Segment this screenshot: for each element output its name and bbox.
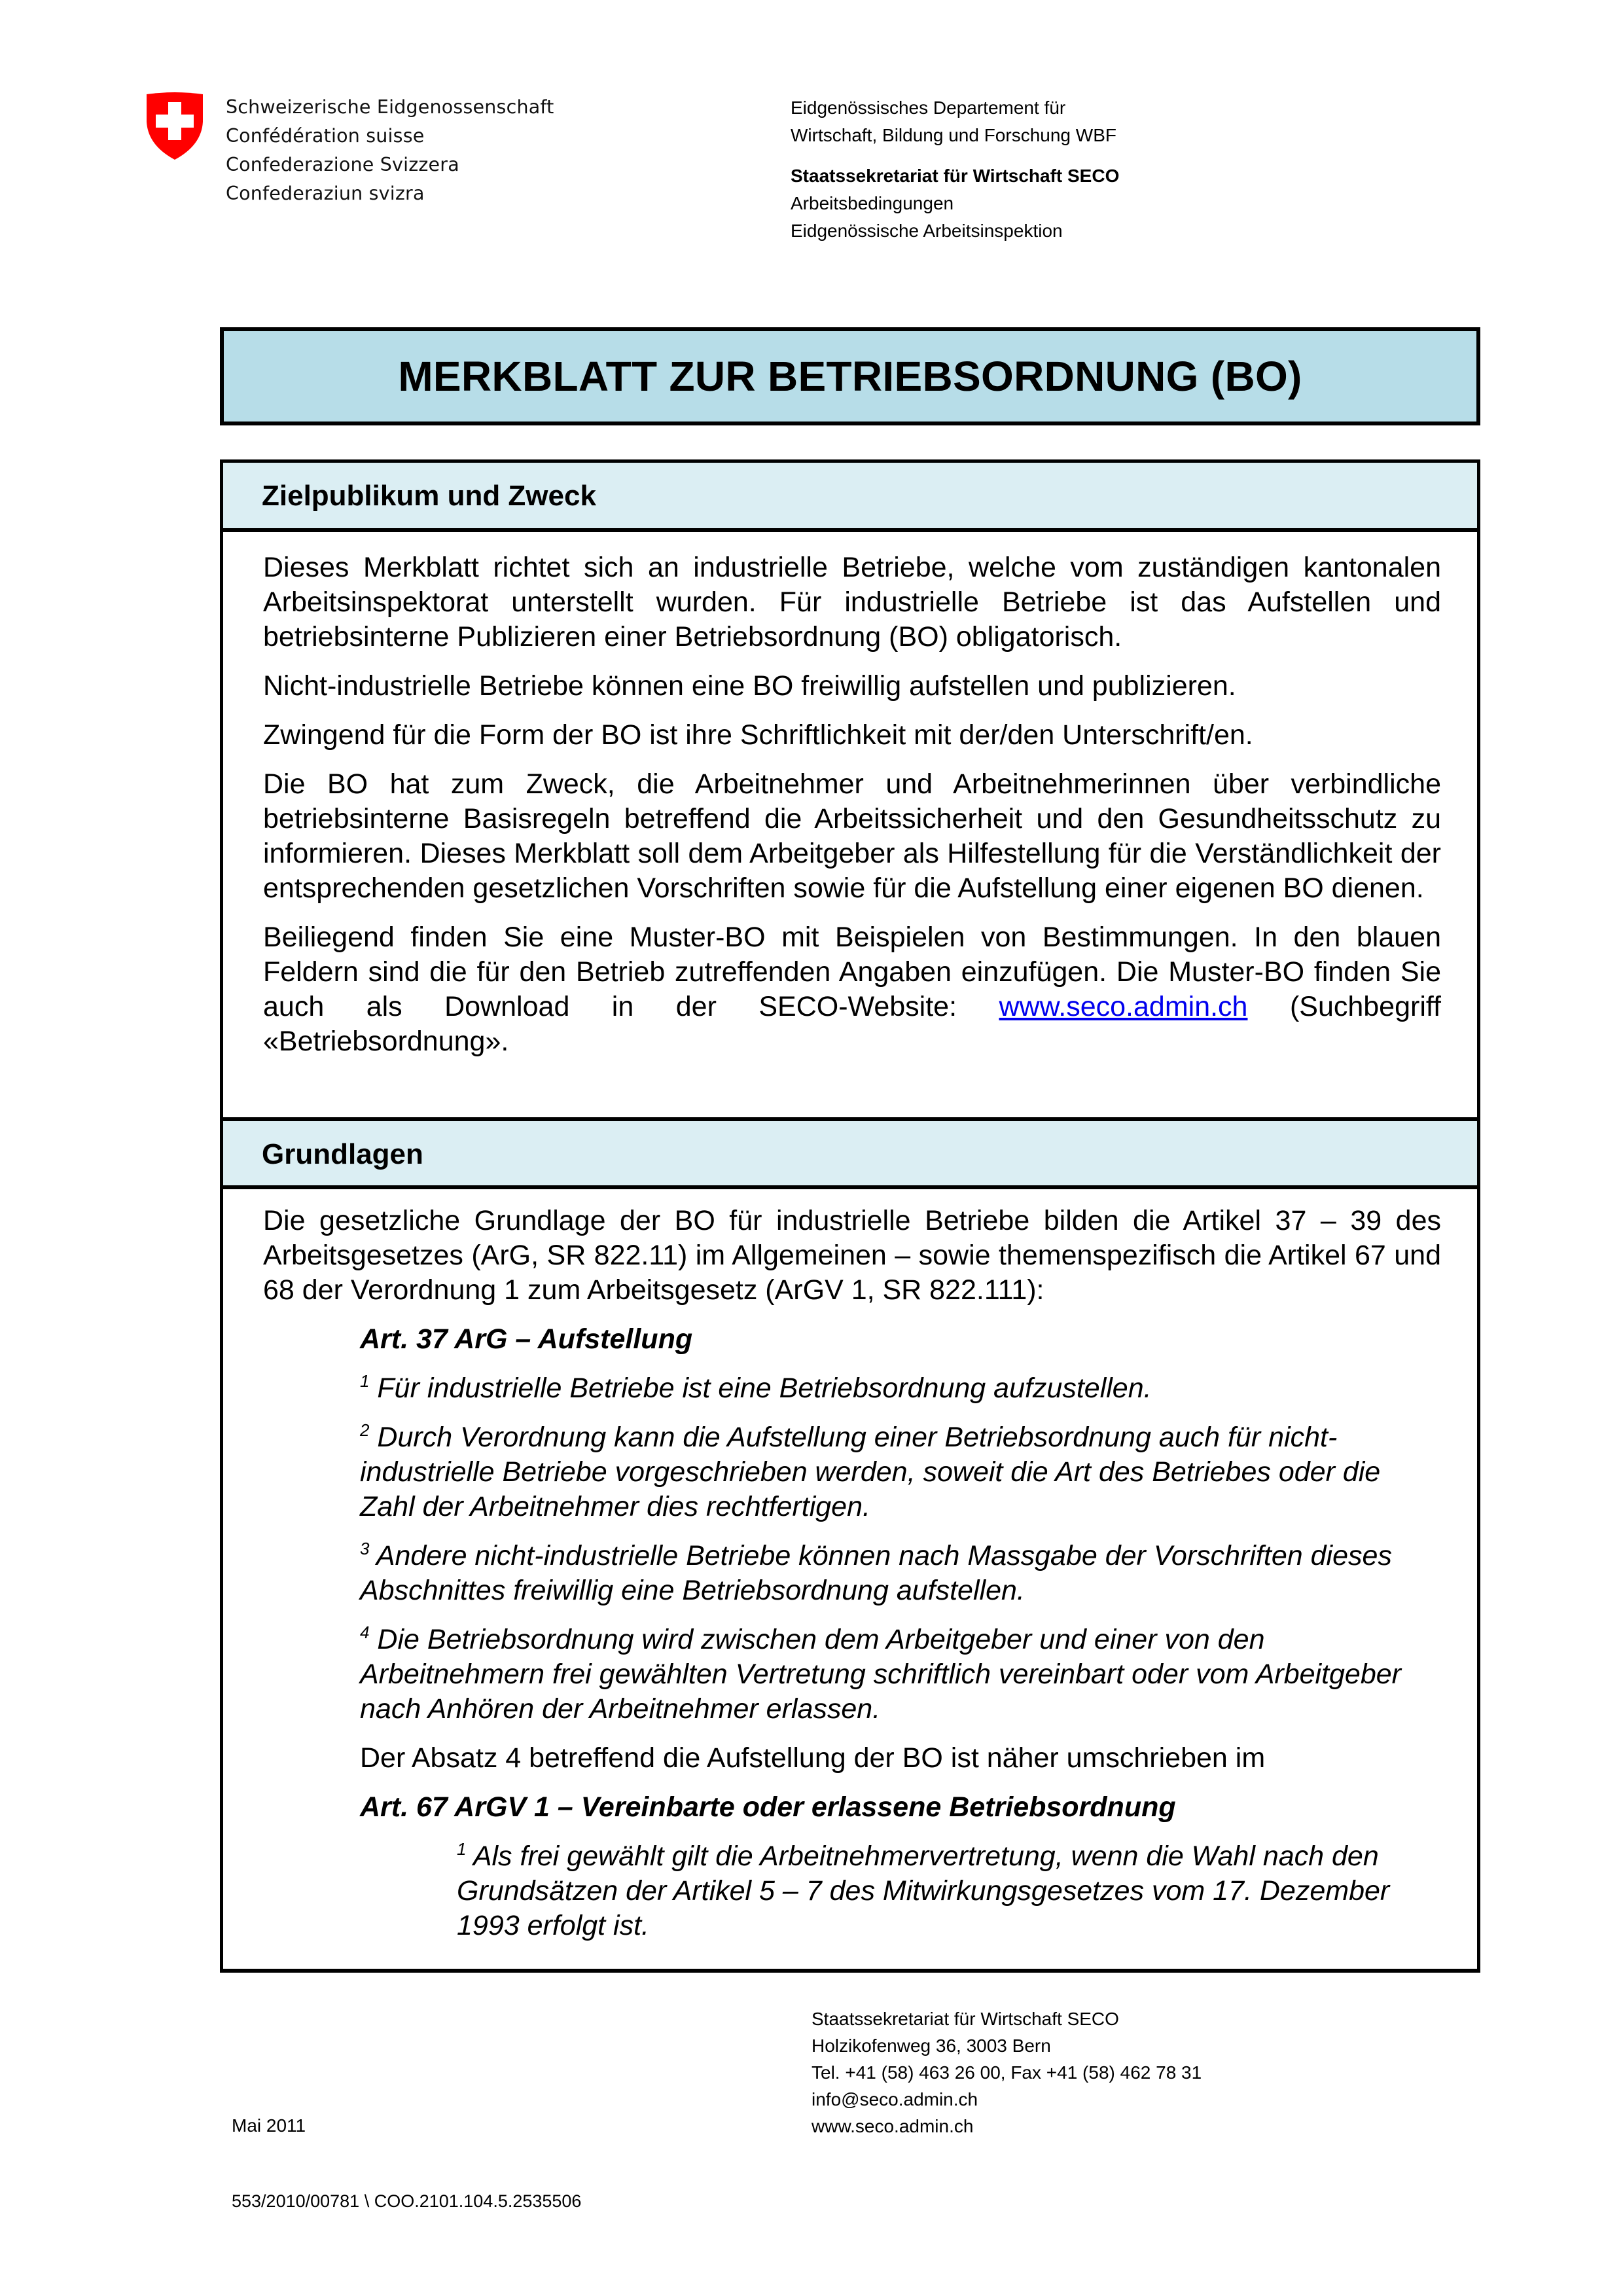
swiss-coat-of-arms-icon [145, 92, 204, 161]
confederation-de: Schweizerische Eidgenossenschaft [226, 96, 554, 118]
footer-website[interactable]: www.seco.admin.ch [812, 2116, 974, 2136]
clause-text: Als frei gewählt gilt die Arbeitnehmervertretung, wenn die Wahl nach den Grundsätzen der Artikel 5 – 7 des Mitwirkungsgesetzes vom 17. Dezember 1993 erfolgt ist. [457, 1840, 1390, 1941]
section-heading: Zielpublikum und Zweck [262, 480, 596, 512]
confederation-names [226, 93, 554, 208]
footer-date: Mai 2011 [232, 2115, 306, 2136]
paragraph-intro: Die gesetzliche Grundlage der BO für industrielle Betriebe bilden die Artikel 37 – 39 des Arbeitsgesetzes (ArG, SR 822.11) im Allgemeinen – sowie themenspezifisch die Artikel 67 und 68 der Verordnung 1 zum Arbeitsgesetz (ArGV 1, SR 822.111): [263, 1205, 1441, 1306]
paragraph-text: (Suchbegriff «Betriebsordnung». [263, 991, 1442, 1057]
content-box [220, 459, 1480, 1973]
department-block [791, 94, 1119, 245]
office-line-2: Eidgenössische Arbeitsinspektion [791, 221, 1063, 241]
article-37-clause-4 [360, 1623, 1441, 1727]
paragraph: Zwingend für die Form der BO ist ihre Schriftlichkeit mit der/den Unterschrift/en. [263, 719, 1253, 751]
seco-website-link[interactable]: www.seco.admin.ch [999, 991, 1248, 1022]
footer-address [812, 2005, 1202, 2140]
article-37-clause-3 [360, 1539, 1441, 1608]
article-67-title: Art. 67 ArGV 1 – Vereinbarte oder erlassene Betriebsordnung [360, 1791, 1176, 1823]
confederation-rm: Confederaziun svizra [226, 183, 425, 204]
clause-number: 2 [360, 1420, 370, 1440]
office-name: Staatssekretariat für Wirtschaft SECO [791, 166, 1120, 186]
footer-street: Holzikofenweg 36, 3003 Bern [812, 2036, 1051, 2056]
footer-phone-fax: Tel. +41 (58) 463 26 00, Fax +41 (58) 462 78 31 [812, 2062, 1202, 2083]
department-line-1: Eidgenössisches Departement für [791, 98, 1066, 118]
paragraph: Dieses Merkblatt richtet sich an industrielle Betriebe, welche vom zuständigen kantonalen Arbeitsinspektorat unterstellt wurden. Für industrielle Betriebe ist das Aufstellen und betriebsinterne Publizieren einer Betriebsordnung (BO) obligatorisch. [263, 552, 1441, 653]
clause-number: 4 [360, 1623, 370, 1642]
clause-text: Durch Verordnung kann die Aufstellung einer Betriebsordnung auch für nicht-industrielle Betriebe vorgeschrieben werden, soweit die Art des Betriebes oder die Zahl der Arbeitnehmer dies rechtfertigen. [360, 1422, 1381, 1522]
clause-number: 1 [457, 1839, 467, 1859]
paragraph-download [263, 920, 1441, 1059]
footer-office: Staatssekretariat für Wirtschaft SECO [812, 2009, 1119, 2029]
clause-number: 3 [360, 1539, 370, 1558]
confederation-fr: Confédération suisse [226, 125, 425, 147]
paragraph: Die BO hat zum Zweck, die Arbeitnehmer und Arbeitnehmerinnen über verbindliche betriebsinterne Basisregeln betreffend die Arbeitssicherheit und den Gesundheitsschutz zu informieren. Dieses Merkblatt soll dem Arbeitgeber als Hilfestellung für die Verständlichkeit der entsprechenden gesetzlichen Vorschriften sowie für die Aufstellung einer eigenen BO dienen. [263, 768, 1441, 904]
clause-text: Andere nicht-industrielle Betriebe können nach Massgabe der Vorschriften dieses Abschnittes freiwillig eine Betriebsordnung aufstellen. [360, 1540, 1392, 1606]
article-37-clause-2 [360, 1420, 1441, 1524]
paragraph: Nicht-industrielle Betriebe können eine BO freiwillig aufstellen und publizieren. [263, 670, 1236, 702]
section-body-zielpublikum [263, 550, 1441, 1073]
document-title: MERKBLATT ZUR BETRIEBSORDNUNG (BO) [398, 353, 1302, 400]
clause-text: Für industrielle Betriebe ist eine Betriebsordnung aufzustellen. [369, 1372, 1152, 1404]
section-header-grundlagen [223, 1117, 1477, 1189]
bridge-text: Der Absatz 4 betreffend die Aufstellung der BO ist näher umschrieben im [360, 1742, 1266, 1774]
paragraph-text: Beiliegend finden Sie eine Muster-BO mit Beispielen von Bestimmungen. In den blauen Feldern sind die für den Betrieb zutreffenden Angaben einzufügen. Die Muster-BO finden Sie auch als Download in der SECO-Website: [263, 922, 1441, 1022]
document-title-box [220, 327, 1480, 425]
office-line-1: Arbeitsbedingungen [791, 193, 954, 213]
article-37-title: Art. 37 ArG – Aufstellung [360, 1323, 693, 1355]
clause-number: 1 [360, 1371, 370, 1391]
section-header-zielpublikum [223, 463, 1477, 532]
section-heading: Grundlagen [262, 1138, 423, 1170]
article-67-clause-1 [457, 1839, 1441, 1943]
section-body-grundlagen [263, 1204, 1441, 1958]
footer-reference: 553/2010/00781 \ COO.2101.104.5.2535506 [232, 2191, 582, 2211]
confederation-it: Confederazione Svizzera [226, 154, 459, 175]
clause-text: Die Betriebsordnung wird zwischen dem Arbeitgeber und einer von den Arbeitnehmern frei gewählten Vertretung schriftlich vereinbart oder vom Arbeitgeber nach Anhören der Arbeitnehmer erlassen. [360, 1624, 1401, 1725]
article-37-clause-1 [360, 1371, 1441, 1406]
footer-email[interactable]: info@seco.admin.ch [812, 2089, 978, 2109]
department-line-2: Wirtschaft, Bildung und Forschung WBF [791, 125, 1116, 145]
